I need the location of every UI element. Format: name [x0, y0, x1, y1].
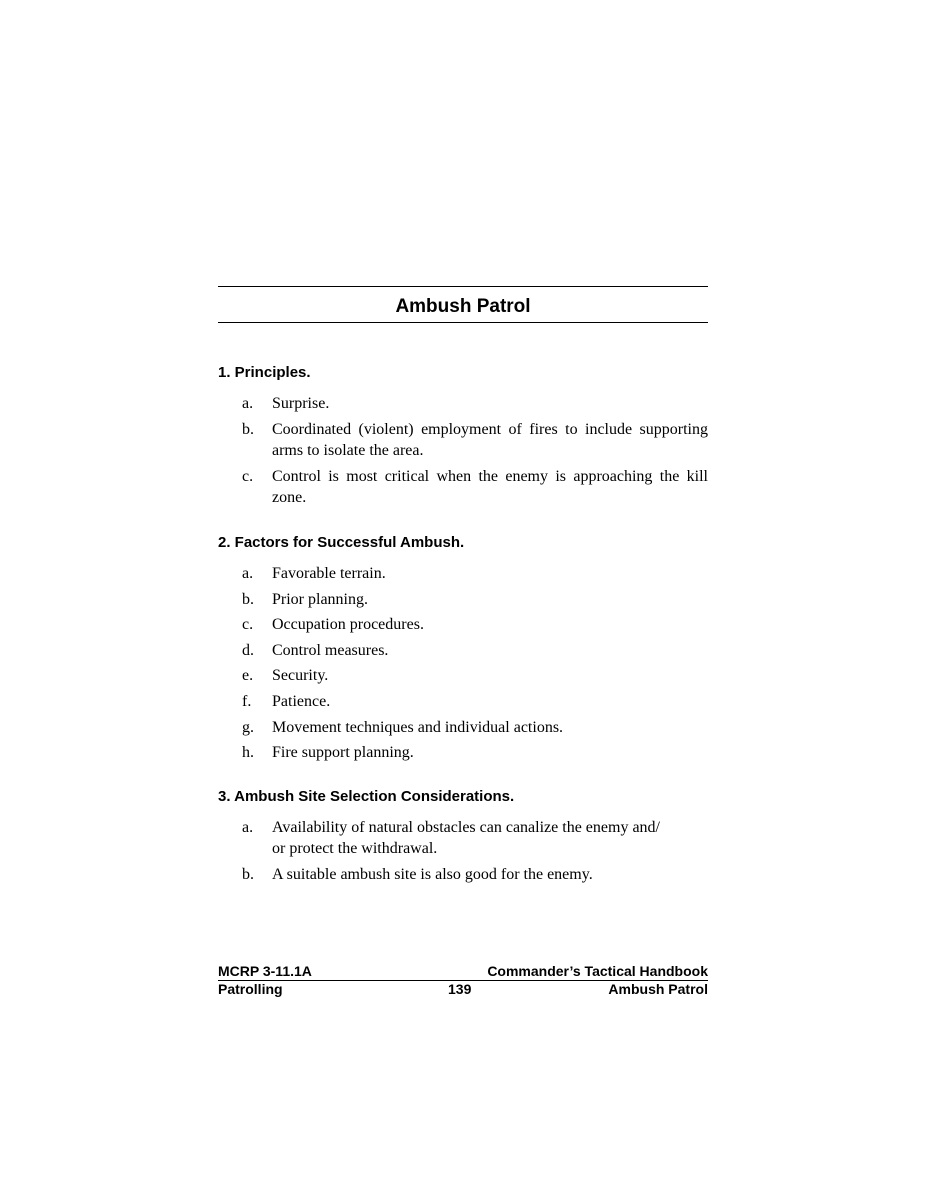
page-content [218, 286, 708, 883]
item-list [218, 563, 708, 763]
chapter-name: Patrolling [218, 981, 283, 997]
publication-number: MCRP 3-11.1A [218, 963, 312, 979]
item-text: Surprise. [272, 395, 330, 412]
item-letter: d. [242, 641, 254, 659]
item-text: A suitable ambush site is also good for the enemy. [272, 866, 593, 883]
list-item [218, 717, 708, 738]
item-letter: c. [242, 616, 254, 634]
item-text: Occupation procedures. [272, 616, 424, 634]
section-heading: 3. Ambush Site Selection Considerations. [218, 788, 515, 805]
item-text: Patience. [272, 692, 331, 710]
list-item [218, 419, 708, 461]
item-letter: g. [242, 718, 254, 736]
list-item [218, 640, 708, 661]
list-item [218, 742, 708, 763]
item-text: Availability of natural obstacles can canalize the enemy and/ or protect the withdrawal. [272, 819, 660, 857]
list-item [218, 864, 708, 885]
section-heading: 1. Principles. [218, 364, 311, 381]
item-text: Coordinated (violent) employment of fires to include supporting arms to isolate the area. [272, 421, 708, 459]
item-text: Control is most critical when the enemy is approaching the kill zone. [272, 468, 708, 506]
item-text: Prior planning. [272, 590, 368, 608]
list-item [218, 691, 708, 712]
item-letter: b. [242, 421, 254, 438]
item-text: Favorable terrain. [272, 565, 386, 582]
list-item [218, 563, 708, 584]
item-letter: a. [242, 819, 254, 836]
item-text: Movement techniques and individual actions. [272, 718, 564, 736]
item-letter: c. [242, 468, 254, 485]
handbook-title: Commander’s Tactical Handbook [487, 963, 708, 979]
item-letter: a. [242, 395, 254, 412]
list-item [218, 466, 708, 508]
list-item [218, 589, 708, 610]
topic-name: Ambush Patrol [608, 981, 708, 997]
item-list [218, 393, 708, 508]
page-number: 139 [448, 981, 472, 997]
page-footer [218, 963, 708, 998]
item-letter: h. [242, 744, 254, 762]
item-text: Fire support planning. [272, 744, 414, 762]
list-item [218, 393, 708, 414]
section-site-selection [218, 788, 708, 885]
title-block [218, 286, 708, 323]
item-letter: e. [242, 667, 254, 685]
section-factors [218, 534, 708, 763]
page-title: Ambush Patrol [395, 296, 531, 317]
item-text: Security. [272, 667, 329, 685]
footer-top-row [218, 963, 708, 981]
item-letter: b. [242, 590, 254, 608]
section-principles [218, 364, 708, 508]
item-list [218, 817, 708, 885]
item-letter: a. [242, 565, 254, 582]
list-item [218, 665, 708, 686]
footer-bottom-row [218, 981, 708, 998]
section-heading: 2. Factors for Successful Ambush. [218, 534, 465, 551]
list-item [218, 614, 708, 635]
item-letter: f. [242, 692, 252, 710]
list-item [218, 817, 708, 859]
item-letter: b. [242, 866, 254, 883]
item-text: Control measures. [272, 641, 389, 659]
